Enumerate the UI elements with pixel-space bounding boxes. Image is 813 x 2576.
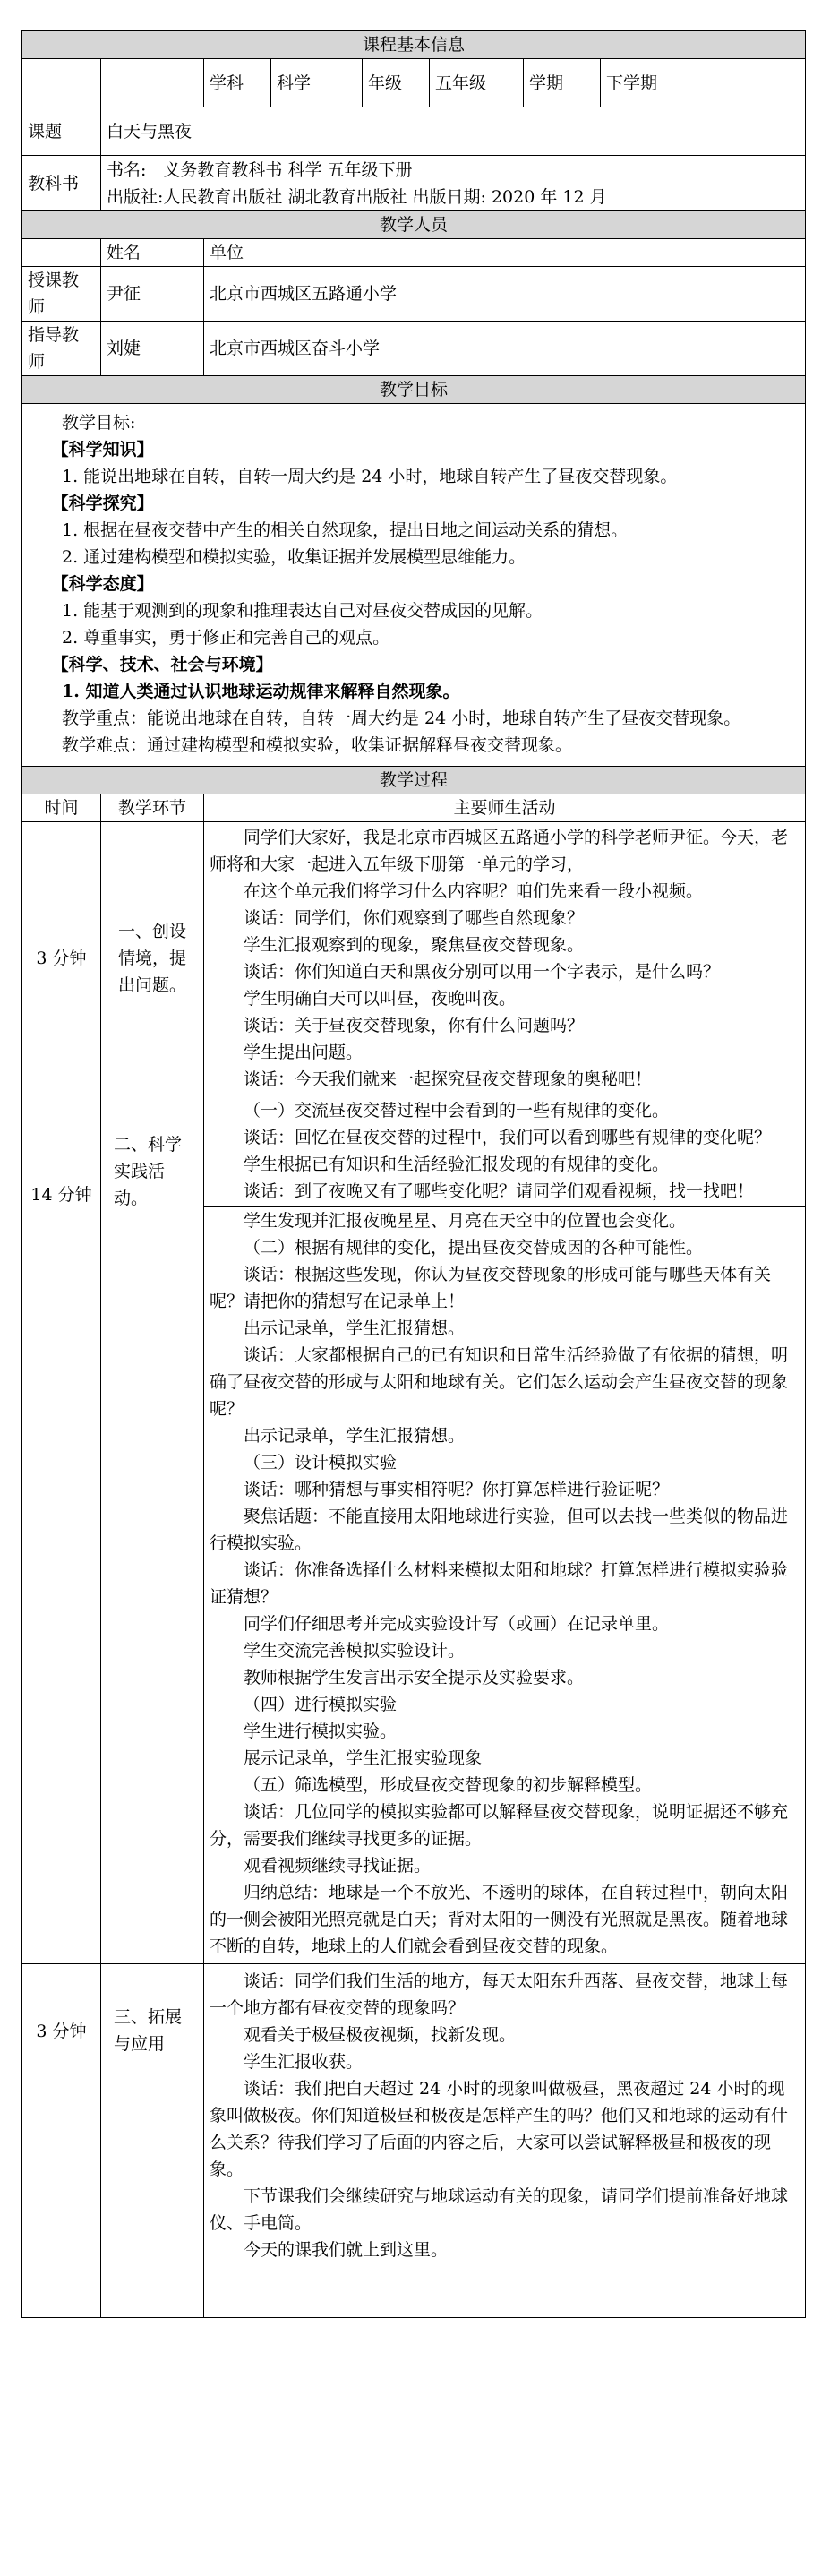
- term-label: 学期: [524, 59, 601, 107]
- empty-cell: [22, 59, 101, 107]
- teacher-role: 授课教师: [22, 267, 101, 322]
- term-value: 下学期: [601, 59, 806, 107]
- inquiry-title: 【科学探究】: [51, 494, 154, 513]
- topic-label: 课题: [22, 107, 101, 156]
- advisor-role: 指导教师: [22, 322, 101, 376]
- activity-line: 谈话：哪种猜想与事实相符呢？你打算怎样进行验证呢？: [244, 1480, 670, 1499]
- stage1-time: 3 分钟: [22, 822, 101, 1095]
- activity-line: 教师根据学生发言出示安全提示及实验要求。: [244, 1668, 585, 1687]
- time-column-header: 时间: [22, 794, 101, 822]
- knowledge-item: 1. 能说出地球在自转，自转一周大约是 24 小时，地球自转产生了昼夜交替现象。: [62, 467, 678, 486]
- activity-line: 观看关于极昼极夜视频，找新发现。: [244, 2025, 517, 2045]
- activity-line: 谈话：我们把白天超过 24 小时的现象叫做极昼，黑夜超过 24 小时的现象叫做极夜。你们知道极昼和极夜是怎样产生的吗？他们又和地球的运动有什么关系？待我们学习了后面的内容之后，大家可以尝试解释极昼和极夜的现象。: [210, 2079, 789, 2179]
- activity-line: （五）筛选模型，形成昼夜交替现象的初步解释模型。: [244, 1775, 653, 1795]
- textbook-title-line: 书名: 义务教育教科书 科学 五年级下册: [107, 159, 413, 180]
- teacher-unit: 北京市西城区五路通小学: [204, 267, 806, 322]
- activity-line: 学生根据已有知识和生活经验汇报发现的有规律的变化。: [244, 1155, 670, 1174]
- activity-line: 谈话：你准备选择什么材料来模拟太阳和地球？打算怎样进行模拟实验验证猜想？: [210, 1560, 789, 1607]
- name-column-header: 姓名: [101, 239, 204, 267]
- activity-line: 学生进行模拟实验。: [244, 1722, 398, 1741]
- stage2-time: 14 分钟: [22, 1095, 101, 1964]
- grade-value: 五年级: [430, 59, 524, 107]
- activity-line: 学生交流完善模拟实验设计。: [244, 1641, 466, 1661]
- activity-line: 展示记录单，学生汇报实验现象: [244, 1748, 483, 1768]
- activity-column-header: 主要师生活动: [204, 794, 806, 822]
- activity-line: 谈话：同学们我们生活的地方，每天太阳东升西落、昼夜交替，地球上每一个地方都有昼夜交替的现象吗？: [210, 1971, 789, 2018]
- unit-column-header: 单位: [204, 239, 806, 267]
- stage1-activities: [204, 822, 806, 1095]
- activity-line: 谈话：根据这些发现，你认为昼夜交替现象的形成可能与哪些天体有关呢？请把你的猜想写在记录单上！: [210, 1265, 772, 1311]
- empty-cell: [101, 59, 204, 107]
- advisor-unit: 北京市西城区奋斗小学: [204, 322, 806, 376]
- stage3-activities: [204, 1964, 806, 2318]
- goals-content: [22, 404, 806, 767]
- attitude-item: 2. 尊重事实，勇于修正和完善自己的观点。: [62, 628, 390, 648]
- activity-line: 学生提出问题。: [244, 1043, 364, 1062]
- key-point: 教学重点：能说出地球在自转，自转一周大约是 24 小时，地球自转产生了昼夜交替现象。: [62, 708, 741, 728]
- goals-intro: 教学目标:: [62, 413, 136, 433]
- activity-line: 谈话：同学们，你们观察到了哪些自然现象？: [244, 908, 585, 928]
- activity-line: 在这个单元我们将学习什么内容呢？咱们先来看一段小视频。: [244, 881, 704, 901]
- attitude-item: 1. 能基于观测到的现象和推理表达自己对昼夜交替成因的见解。: [62, 601, 543, 621]
- advisor-name: 刘婕: [101, 322, 204, 376]
- activity-line: 观看视频继续寻找证据。: [244, 1856, 432, 1876]
- stse-title: 【科学、技术、社会与环境】: [51, 655, 273, 674]
- activity-line: 下节课我们会继续研究与地球运动有关的现象，请同学们提前准备好地球仪、手电筒。: [210, 2186, 789, 2233]
- stage2-activities: [204, 1095, 806, 1964]
- activity-line: 谈话：到了夜晚又有了哪些变化呢？请同学们观看视频，找一找吧！: [244, 1181, 755, 1201]
- textbook-info: [101, 156, 806, 211]
- activity-line: 谈话：大家都根据自己的已有知识和日常生活经验做了有依据的猜想，明确了昼夜交替的形成与太阳和地球有关。它们怎么运动会产生昼夜交替的现象呢？: [210, 1345, 789, 1419]
- difficult-point: 教学难点：通过建构模型和模拟实验，收集证据解释昼夜交替现象。: [62, 735, 573, 755]
- activity-line: （四）进行模拟实验: [244, 1695, 398, 1714]
- stage1-name: 一、创设情境，提出问题。: [101, 822, 204, 1095]
- textbook-label: 教科书: [22, 156, 101, 211]
- activity-line: 出示记录单，学生汇报猜想。: [244, 1426, 466, 1446]
- activity-line: 出示记录单，学生汇报猜想。: [244, 1318, 466, 1338]
- activity-line: 今天的课我们就上到这里。: [244, 2240, 449, 2260]
- activity-line: 谈话：几位同学的模拟实验都可以解释昼夜交替现象，说明证据还不够充分，需要我们继续寻找更多的证据。: [210, 1802, 789, 1849]
- subject-label: 学科: [204, 59, 271, 107]
- stage-column-header: 教学环节: [101, 794, 204, 822]
- topic-value: 白天与黑夜: [101, 107, 806, 156]
- activity-line: 谈话：今天我们就来一起探究昼夜交替现象的奥秘吧！: [244, 1069, 653, 1089]
- activity-line: 归纳总结：地球是一个不放光、不透明的球体，在自转过程中，朝向太阳的一侧会被阳光照亮就是白天；背对太阳的一侧没有光照就是黑夜。随着地球不断的自转，地球上的人们就会看到昼夜交替的现象。: [210, 1883, 789, 1956]
- activity-line: 学生明确白天可以叫昼，夜晚叫夜。: [244, 989, 517, 1009]
- activity-line: 学生发现并汇报夜晚星星、月亮在天空中的位置也会变化。: [244, 1211, 687, 1231]
- inquiry-item: 1. 根据在昼夜交替中产生的相关自然现象，提出日地之间运动关系的猜想。: [62, 520, 629, 540]
- inquiry-item: 2. 通过建构模型和模拟实验，收集证据并发展模型思维能力。: [62, 547, 526, 567]
- activity-line: 谈话：你们知道白天和黑夜分别可以用一个字表示，是什么吗？: [244, 962, 721, 982]
- textbook-publisher-line: 出版社:人民教育出版社 湖北教育出版社 出版日期: 2020 年 12 月: [107, 186, 607, 207]
- activity-line: 谈话：回忆在昼夜交替的过程中，我们可以看到哪些有规律的变化呢？: [244, 1128, 772, 1147]
- goals-header: 教学目标: [22, 376, 806, 404]
- activity-line: （一）交流昼夜交替过程中会看到的一些有规律的变化。: [244, 1101, 670, 1121]
- lesson-plan-table: [21, 30, 806, 2318]
- empty-cell: [22, 239, 101, 267]
- teacher-name: 尹征: [101, 267, 204, 322]
- basic-info-header: 课程基本信息: [22, 31, 806, 59]
- staff-header: 教学人员: [22, 211, 806, 239]
- activity-line: 聚焦话题：不能直接用太阳地球进行实验，但可以去找一些类似的物品进行模拟实验。: [210, 1507, 789, 1553]
- activity-line: 学生汇报收获。: [244, 2052, 364, 2072]
- activity-line: （三）设计模拟实验: [244, 1453, 398, 1473]
- process-header: 教学过程: [22, 767, 806, 794]
- subject-value: 科学: [271, 59, 363, 107]
- activity-line: 谈话：关于昼夜交替现象，你有什么问题吗？: [244, 1016, 585, 1035]
- stse-item: 1. 知道人类通过认识地球运动规律来解释自然现象。: [62, 682, 460, 701]
- attitude-title: 【科学态度】: [51, 574, 154, 594]
- activity-line: 学生汇报观察到的现象，聚焦昼夜交替现象。: [244, 935, 585, 955]
- stage2-name: 二、科学实践活动。: [101, 1095, 204, 1964]
- stage3-time: 3 分钟: [22, 1964, 101, 2318]
- stage3-name: 三、拓展与应用: [101, 1964, 204, 2318]
- activity-line: （二）根据有规律的变化，提出昼夜交替成因的各种可能性。: [244, 1238, 704, 1258]
- activity-line: 同学们仔细思考并完成实验设计写（或画）在记录单里。: [244, 1614, 670, 1634]
- activity-line: 同学们大家好，我是北京市西城区五路通小学的科学老师尹征。今天，老师将和大家一起进入五年级下册第一单元的学习，: [210, 828, 789, 874]
- knowledge-title: 【科学知识】: [51, 440, 154, 459]
- grade-label: 年级: [363, 59, 430, 107]
